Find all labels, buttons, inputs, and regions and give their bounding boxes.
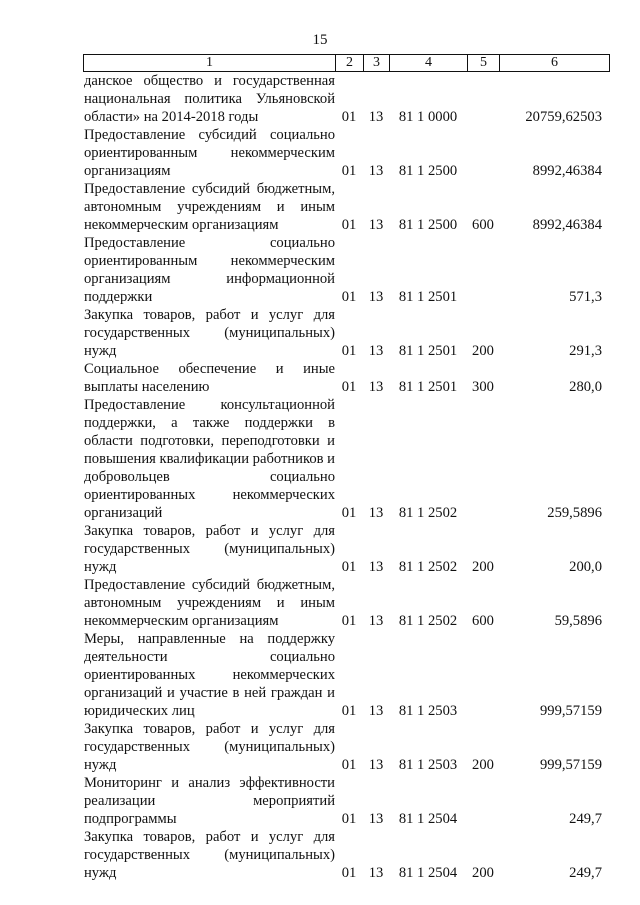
- row-expense-type: 200: [472, 757, 494, 773]
- row-description: Закупка товаров, работ и услуг для государственных (муниципальных) нужд: [84, 829, 335, 881]
- row-section-code: 01: [341, 379, 357, 395]
- row-expense-type: 200: [472, 559, 494, 575]
- row-description: Закупка товаров, работ и услуг для государственных (муниципальных) нужд: [84, 523, 335, 575]
- header-col-3: 3: [364, 55, 390, 71]
- row-subsection-code: 13: [368, 559, 384, 575]
- row-section-code: 01: [341, 217, 357, 233]
- header-col-4: 4: [390, 55, 468, 71]
- table-row: [84, 828, 610, 882]
- row-expense-type: 600: [472, 217, 494, 233]
- row-description: Предоставление субсидий бюджетным, автономным учреждениям и иным некоммерческим организациям: [84, 577, 335, 629]
- row-description: Мониторинг и анализ эффективности реализации мероприятий подпрограммы: [84, 775, 335, 827]
- row-description: Закупка товаров, работ и услуг для государственных (муниципальных) нужд: [84, 307, 335, 359]
- row-section-code: 01: [341, 865, 357, 881]
- row-target-article: 81 1 2503: [398, 757, 458, 773]
- row-subsection-code: 13: [368, 505, 384, 521]
- row-description: Предоставление субсидий бюджетным, автономным учреждениям и иным некоммерческим организациям: [84, 181, 335, 233]
- row-section-code: 01: [341, 703, 357, 719]
- row-expense-type: 300: [472, 379, 494, 395]
- row-target-article: 81 1 2501: [398, 379, 458, 395]
- row-section-code: 01: [341, 559, 357, 575]
- row-amount: 59,5896: [554, 613, 602, 629]
- row-target-article: 81 1 2504: [398, 811, 458, 827]
- row-description: Предоставление субсидий социально ориентированным некоммерческим организациям: [84, 127, 335, 179]
- row-target-article: 81 1 0000: [398, 109, 458, 125]
- row-target-article: 81 1 2500: [398, 217, 458, 233]
- row-amount: 280,0: [569, 379, 602, 395]
- row-subsection-code: 13: [368, 343, 384, 359]
- row-amount: 8992,46384: [532, 163, 602, 179]
- row-subsection-code: 13: [368, 613, 384, 629]
- row-section-code: 01: [341, 757, 357, 773]
- header-col-2: 2: [336, 55, 364, 71]
- row-amount: 249,7: [569, 865, 602, 881]
- row-amount: 571,3: [569, 289, 602, 305]
- table-row: [84, 306, 610, 360]
- row-amount: 259,5896: [547, 505, 602, 521]
- row-amount: 999,57159: [539, 757, 602, 773]
- table-row: [84, 774, 610, 828]
- row-description: Социальное обеспечение и иные выплаты населению: [84, 361, 335, 395]
- row-target-article: 81 1 2503: [398, 703, 458, 719]
- row-section-code: 01: [341, 163, 357, 179]
- row-subsection-code: 13: [368, 289, 384, 305]
- table-row: [84, 630, 610, 720]
- row-subsection-code: 13: [368, 109, 384, 125]
- row-description: данское общество и государственная национальная политика Ульяновской области» на 2014-2018 годы: [84, 73, 335, 125]
- table-row: [84, 126, 610, 180]
- table-row: [84, 720, 610, 774]
- row-target-article: 81 1 2501: [398, 289, 458, 305]
- row-amount: 249,7: [569, 811, 602, 827]
- row-subsection-code: 13: [368, 703, 384, 719]
- header-col-6: 6: [551, 55, 558, 70]
- row-target-article: 81 1 2504: [398, 865, 458, 881]
- row-subsection-code: 13: [368, 865, 384, 881]
- row-subsection-code: 13: [368, 217, 384, 233]
- row-expense-type: 600: [472, 613, 494, 629]
- page-number: 15: [312, 32, 328, 48]
- row-subsection-code: 13: [368, 811, 384, 827]
- row-section-code: 01: [341, 811, 357, 827]
- row-description: Предоставление консультационной поддержки, а также поддержки в области подготовки, переподготовки и повышения квалификации работников и добровольцев социально ориентированных некоммерческих организаций: [84, 397, 335, 521]
- row-subsection-code: 13: [368, 163, 384, 179]
- table-row: [84, 72, 610, 126]
- table-row: [84, 234, 610, 306]
- row-section-code: 01: [341, 613, 357, 629]
- row-description: Закупка товаров, работ и услуг для государственных (муниципальных) нужд: [84, 721, 335, 773]
- row-target-article: 81 1 2500: [398, 163, 458, 179]
- row-target-article: 81 1 2501: [398, 343, 458, 359]
- row-section-code: 01: [341, 343, 357, 359]
- row-amount: 291,3: [569, 343, 602, 359]
- row-target-article: 81 1 2502: [398, 613, 458, 629]
- header-col-5: 5: [468, 55, 500, 71]
- row-section-code: 01: [341, 109, 357, 125]
- table-header: [83, 54, 610, 72]
- row-target-article: 81 1 2502: [398, 559, 458, 575]
- row-amount: 200,0: [569, 559, 602, 575]
- row-expense-type: 200: [472, 865, 494, 881]
- table-row: [84, 360, 610, 396]
- table-body: [84, 72, 610, 882]
- table-row: [84, 396, 610, 522]
- row-amount: 20759,62503: [525, 109, 602, 125]
- row-amount: 999,57159: [539, 703, 602, 719]
- row-subsection-code: 13: [368, 379, 384, 395]
- row-section-code: 01: [341, 289, 357, 305]
- row-subsection-code: 13: [368, 757, 384, 773]
- header-col-1: 1: [84, 55, 336, 71]
- row-section-code: 01: [341, 505, 357, 521]
- table-row: [84, 180, 610, 234]
- row-description: Предоставление социально ориентированным некоммерческим организациям информационной поддержки: [84, 235, 335, 305]
- row-target-article: 81 1 2502: [398, 505, 458, 521]
- row-expense-type: 200: [472, 343, 494, 359]
- row-amount: 8992,46384: [532, 217, 602, 233]
- table-row: [84, 576, 610, 630]
- row-description: Меры, направленные на поддержку деятельности социально ориентированных некоммерческих организаций и участие в ней граждан и юридических лиц: [84, 631, 335, 719]
- table-row: [84, 522, 610, 576]
